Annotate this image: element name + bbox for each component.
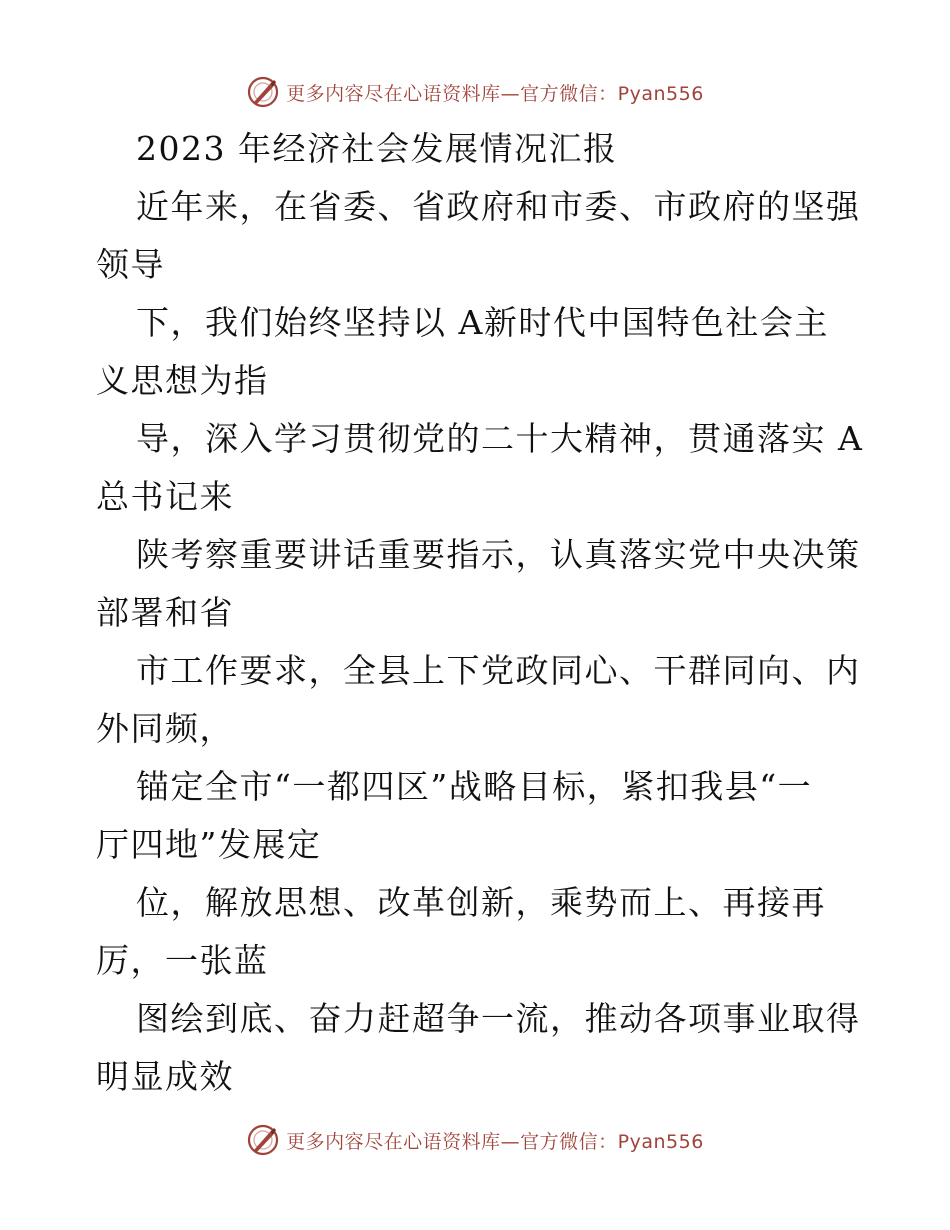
paragraph-line: 部署和省 — [96, 593, 234, 632]
paragraph-line: 锚定全市“一都四区”战略目标，紧扣我县“一 — [136, 767, 813, 806]
paragraph-line: 领导 — [96, 245, 165, 284]
watermark-text: 更多内容尽在心语资料库—官方微信：Pyan556 — [286, 82, 704, 105]
paragraph-line: 明显成效 — [96, 1057, 234, 1096]
paragraph-line: 市工作要求，全县上下党政同心、干群同向、内 — [136, 651, 861, 690]
header-watermark — [0, 72, 950, 112]
paragraph-line: 总书记来 — [96, 477, 234, 516]
paragraph-line: 陕考察重要讲话重要指示，认真落实党中央决策 — [136, 535, 861, 574]
pen-logo-icon — [246, 75, 280, 109]
paragraph-line: 位，解放思想、改革创新，乘势而上、再接再 — [136, 883, 826, 922]
paragraph-line: 厉，一张蓝 — [96, 941, 269, 980]
paragraph-line: 近年来，在省委、省政府和市委、市政府的坚强 — [136, 187, 861, 226]
watermark-text: 更多内容尽在心语资料库—官方微信：Pyan556 — [286, 1130, 704, 1153]
document-title: 2023 年经济社会发展情况汇报 — [136, 129, 618, 168]
paragraph-line: 导，深入学习贯彻党的二十大精神，贯通落实 A — [136, 419, 864, 458]
pen-logo-icon — [246, 1123, 280, 1157]
paragraph-line: 外同频， — [96, 709, 234, 748]
footer-watermark — [0, 1120, 950, 1160]
paragraph-line: 下，我们始终坚持以 A新时代中国特色社会主 — [136, 303, 829, 342]
paragraph-line: 义思想为指 — [96, 361, 269, 400]
paragraph-line: 图绘到底、奋力赶超争一流，推动各项事业取得 — [136, 999, 861, 1038]
document-body — [96, 120, 864, 1106]
paragraph-line: 厅四地”发展定 — [96, 825, 322, 864]
